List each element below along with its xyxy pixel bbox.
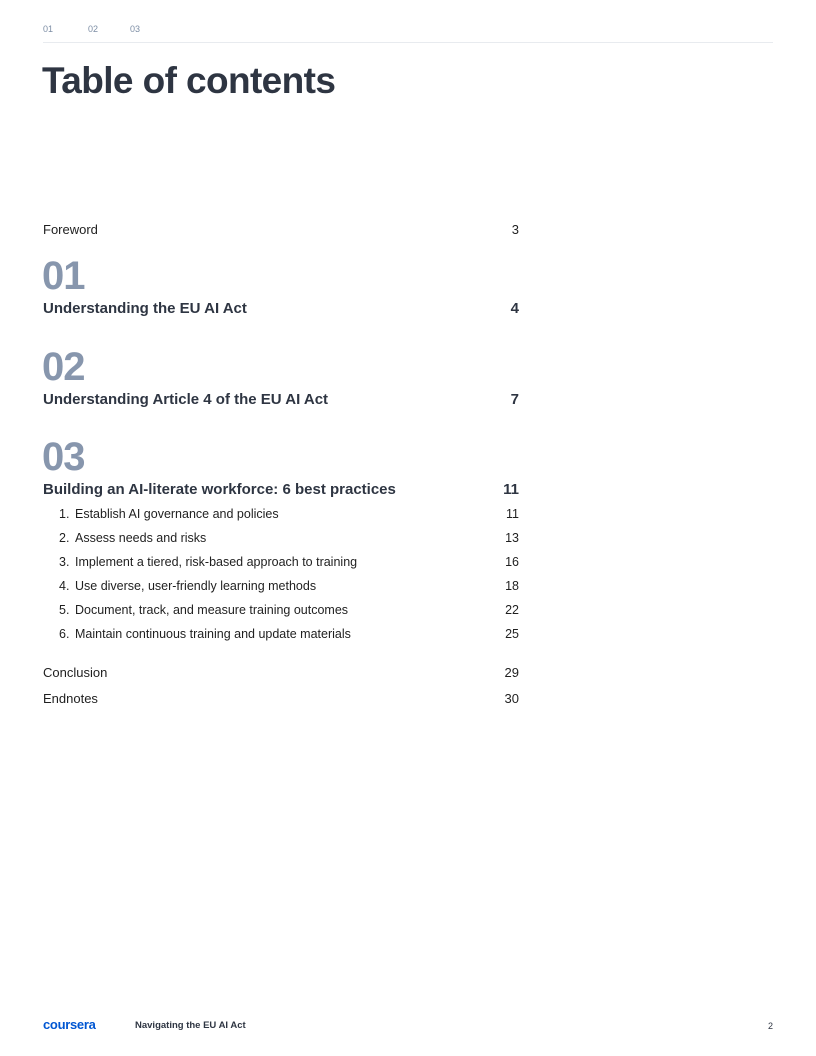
- toc-section-01[interactable]: [43, 300, 519, 317]
- toc-subentry-4[interactable]: [59, 579, 519, 593]
- toc-subentry-number: 6.: [59, 627, 70, 641]
- toc-subentry-page: 11: [506, 507, 519, 521]
- toc-section-page: 11: [503, 481, 519, 498]
- toc-subentry-2[interactable]: [59, 531, 519, 545]
- toc-subentry-page: 13: [505, 531, 519, 545]
- nav-link-01[interactable]: 01: [43, 24, 54, 34]
- toc-entry-label: Endnotes: [43, 691, 98, 706]
- toc-subentry-label: Establish AI governance and policies: [75, 507, 279, 521]
- toc-entry-label: Conclusion: [43, 665, 108, 680]
- toc-subentry-page: 22: [505, 603, 519, 617]
- toc-subentry-label: Use diverse, user-friendly learning methods: [75, 579, 317, 593]
- toc-entry-conclusion[interactable]: [43, 665, 519, 680]
- toc-entry-endnotes[interactable]: [43, 691, 519, 706]
- section-number-03: 03: [42, 435, 85, 479]
- nav-link-03[interactable]: 03: [130, 24, 141, 34]
- toc-entry-label: Foreword: [43, 222, 98, 237]
- toc-subentry-label: Maintain continuous training and update materials: [75, 627, 351, 641]
- toc-section-page: 4: [510, 300, 519, 317]
- header-divider: [43, 42, 773, 43]
- toc-section-title: Understanding Article 4 of the EU AI Act: [43, 391, 329, 408]
- toc-subentry-number: 4.: [59, 579, 70, 593]
- toc-subentry-3[interactable]: [59, 555, 519, 569]
- toc-subentry-number: 1.: [59, 507, 70, 521]
- toc-subentry-page: 18: [505, 579, 519, 593]
- toc-subentry-5[interactable]: [59, 603, 519, 617]
- toc-subentry-page: 16: [505, 555, 519, 569]
- toc-subentry-page: 25: [505, 627, 519, 641]
- toc-entry-foreword[interactable]: [43, 222, 519, 237]
- toc-subentry-number: 3.: [59, 555, 70, 569]
- toc-subentry-label: Implement a tiered, risk-based approach to training: [75, 555, 358, 569]
- toc-subentry-number: 2.: [59, 531, 70, 545]
- toc-subentry-1[interactable]: [59, 507, 519, 521]
- toc-entry-page: 3: [511, 222, 519, 237]
- nav-link-02[interactable]: 02: [88, 24, 99, 34]
- section-number-01: 01: [42, 254, 85, 298]
- toc-section-02[interactable]: [43, 391, 519, 408]
- toc-section-page: 7: [510, 391, 519, 408]
- toc-subentry-number: 5.: [59, 603, 70, 617]
- toc-section-title: Building an AI-literate workforce: 6 best practices: [43, 481, 396, 498]
- coursera-logo: coursera: [43, 1017, 96, 1032]
- footer-document-title: Navigating the EU AI Act: [135, 1020, 246, 1031]
- toc-subentry-6[interactable]: [59, 627, 519, 641]
- section-number-02: 02: [42, 345, 85, 389]
- footer-page-number: 2: [768, 1021, 774, 1031]
- toc-section-03[interactable]: [43, 481, 519, 498]
- page-title: Table of contents: [42, 60, 336, 101]
- toc-section-title: Understanding the EU AI Act: [43, 300, 247, 317]
- toc-entry-page: 30: [504, 691, 519, 706]
- toc-entry-page: 29: [504, 665, 519, 680]
- toc-subentry-label: Assess needs and risks: [75, 531, 207, 545]
- toc-subentry-label: Document, track, and measure training outcomes: [75, 603, 349, 617]
